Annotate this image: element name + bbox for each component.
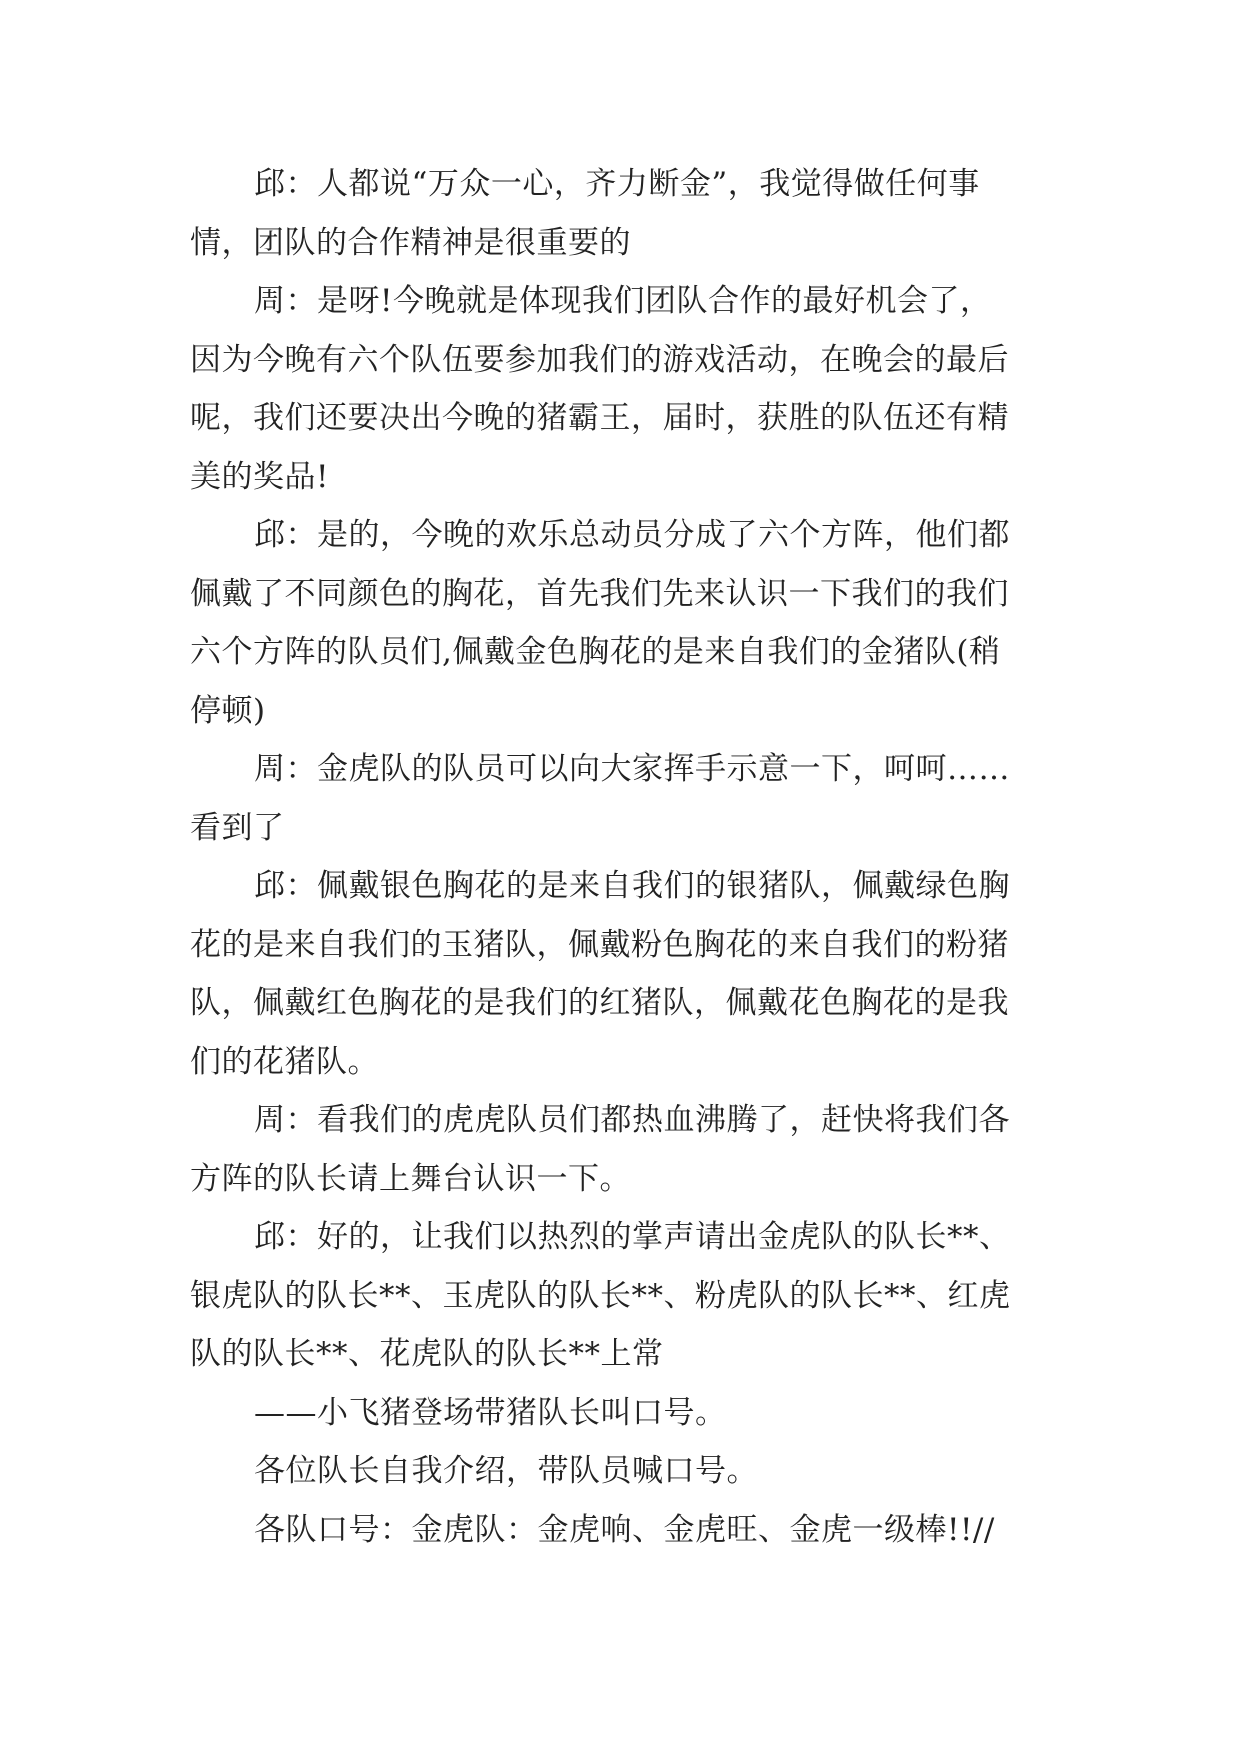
paragraph-3 xyxy=(190,506,1060,740)
line: 停顿) xyxy=(190,692,266,729)
paragraph-5 xyxy=(190,857,1060,1091)
line: 美的奖品! xyxy=(190,458,329,495)
paragraph-8 xyxy=(190,1384,1060,1443)
line: 六个方阵的队员们,佩戴金色胸花的是来自我们的金猪队(稍 xyxy=(190,634,1001,670)
paragraph-4 xyxy=(190,740,1060,857)
line: ——小飞猪登场带猪队长叫口号。 xyxy=(254,1394,727,1431)
line: 邱：佩戴银色胸花的是来自我们的银猪队，佩戴绿色胸 xyxy=(254,868,1010,904)
line: 邱：是的，今晚的欢乐总动员分成了六个方阵，他们都 xyxy=(254,517,1010,553)
paragraph-6 xyxy=(190,1091,1060,1208)
line: 们的花猪队。 xyxy=(190,1043,379,1080)
line: 各位队长自我介绍，带队员喊口号。 xyxy=(254,1453,758,1489)
line: 周：看我们的虎虎队员们都热血沸腾了，赶快将我们各 xyxy=(254,1102,1010,1138)
line: 邱：人都说“万众一心，齐力断金”，我觉得做任何事 xyxy=(254,166,980,202)
line: 佩戴了不同颜色的胸花，首先我们先来认识一下我们的我们 xyxy=(190,575,1009,612)
line: 各队口号：金虎队：金虎响、金虎旺、金虎一级棒!!// xyxy=(254,1511,995,1548)
line: 队的队长**、花虎队的队长**上常 xyxy=(190,1336,664,1372)
paragraph-1 xyxy=(190,155,1060,272)
document-body xyxy=(190,155,1060,1559)
paragraph-7 xyxy=(190,1208,1060,1384)
line: 因为今晚有六个队伍要参加我们的游戏活动，在晚会的最后 xyxy=(190,341,1009,378)
line: 花的是来自我们的玉猪队，佩戴粉色胸花的来自我们的粉猪 xyxy=(190,926,1009,963)
paragraph-9 xyxy=(190,1442,1060,1501)
paragraph-2 xyxy=(190,272,1060,506)
line: 方阵的队长请上舞台认识一下。 xyxy=(190,1160,631,1197)
line: 队，佩戴红色胸花的是我们的红猪队，佩戴花色胸花的是我 xyxy=(190,985,1009,1021)
paragraph-10 xyxy=(190,1501,1060,1560)
line: 情，团队的合作精神是很重要的 xyxy=(190,224,631,261)
line: 周：是呀!今晚就是体现我们团队合作的最好机会了， xyxy=(254,283,992,319)
line: 银虎队的队长**、玉虎队的队长**、粉虎队的队长**、红虎 xyxy=(190,1277,1011,1314)
line: 周：金虎队的队员可以向大家挥手示意一下，呵呵…… xyxy=(254,751,1010,787)
line: 邱：好的，让我们以热烈的掌声请出金虎队的队长**、 xyxy=(254,1219,1011,1255)
line: 呢，我们还要决出今晚的猪霸王，届时，获胜的队伍还有精 xyxy=(190,400,1009,436)
line: 看到了 xyxy=(190,809,285,846)
